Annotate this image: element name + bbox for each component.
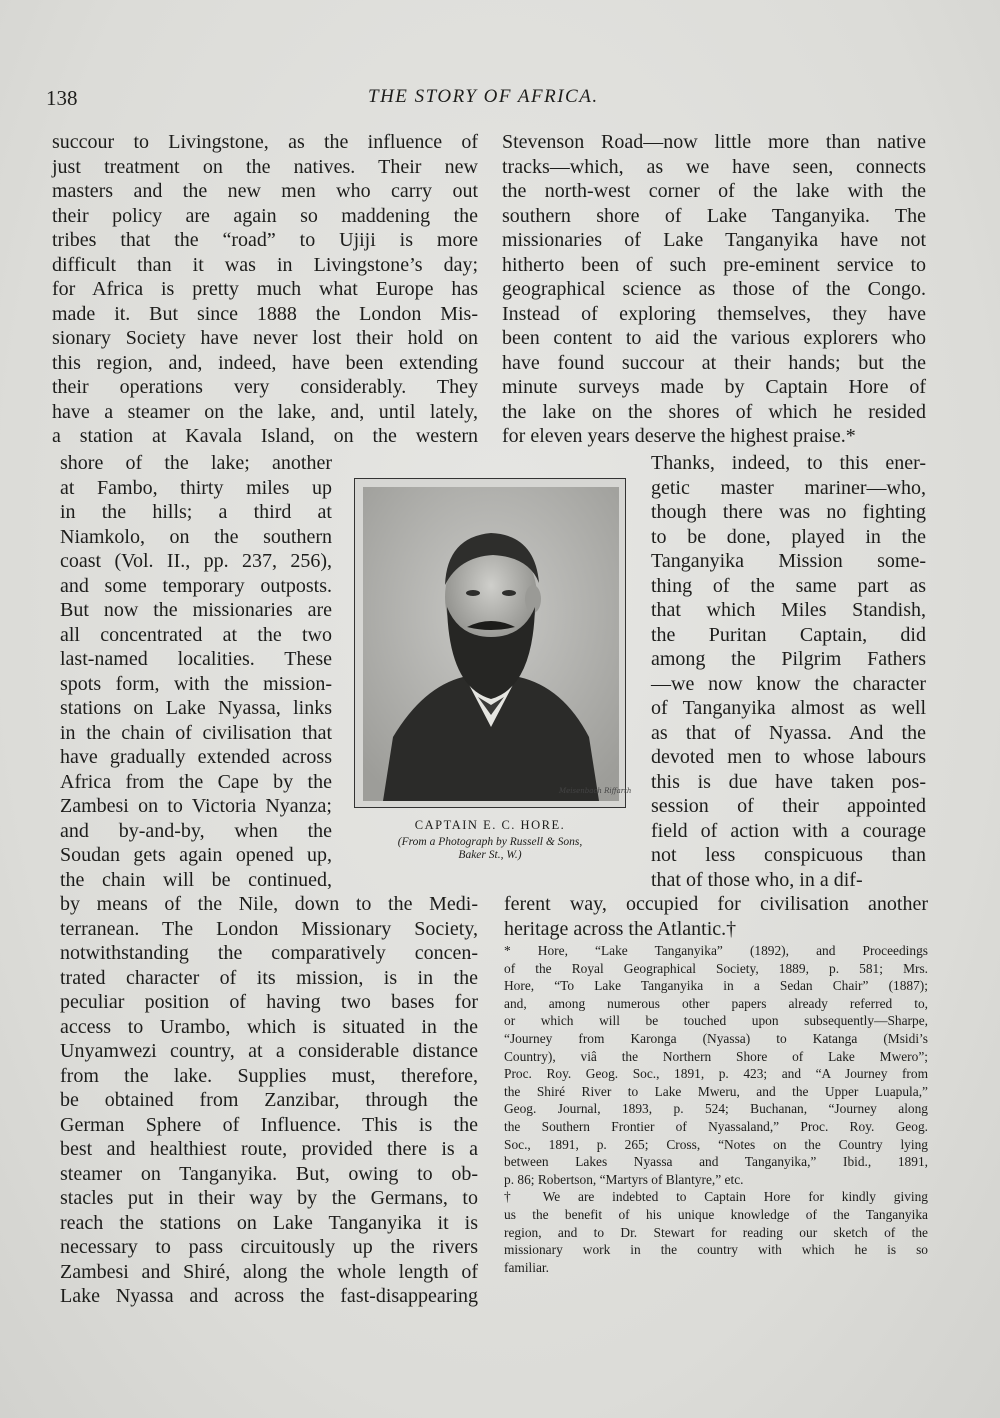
footnotes-line: the Southern Frontier of Nyassaland,” Proc. Roy. Geog. xyxy=(504,1119,928,1134)
engraver-signature: Meisenbach Riffarth xyxy=(559,787,632,795)
page-number: 138 xyxy=(46,86,78,110)
left-bottom-line: best and healthiest route, provided there is a xyxy=(60,1138,478,1160)
left-narrow-line: Niamkolo, on the southern xyxy=(60,525,332,548)
right-narrow-line: that of those who, in a dif- xyxy=(651,868,863,891)
right-column-line: been content to aid the various explorers who xyxy=(502,327,926,349)
left-narrow-line: last-named localities. These xyxy=(60,648,332,670)
left-bottom-line: peculiar position of having two bases for xyxy=(60,991,478,1013)
left-bottom-line: notwithstanding the comparatively concen- xyxy=(60,942,478,964)
footnotes-line: familiar. xyxy=(504,1259,549,1275)
right-column-line: missionaries of Lake Tanganyika have not xyxy=(502,229,926,251)
left-column-line: succour to Livingstone, as the influence of xyxy=(52,131,478,153)
left-bottom-line: German Sphere of Influence. This is the xyxy=(60,1113,478,1136)
left-column-line: their operations very considerably. They xyxy=(52,376,478,398)
right-column-line: Stevenson Road—now little more than native xyxy=(502,131,926,153)
footnotes-line: Proc. Roy. Geog. Soc., 1891, p. 423; and “A Journey from xyxy=(504,1066,928,1082)
portrait-photo xyxy=(363,487,632,799)
right-narrow-line: as that of Nyassa. And the xyxy=(651,721,926,744)
footnotes-line: “Journey from Karonga (Nyassa) to Katanga (Msidi’s xyxy=(504,1031,928,1046)
right-narrow-line: devoted men to whose labours xyxy=(651,746,926,768)
left-column-line: their policy are again so maddening the xyxy=(52,204,478,227)
right-column-line: southern shore of Lake Tanganyika. The xyxy=(502,204,926,227)
left-narrow-line: in the hills; a third at xyxy=(60,501,332,523)
footnotes-line: the Shiré River to Lake Mweru, and the Upper Luapula,” xyxy=(504,1083,928,1099)
left-column-line: masters and the new men who carry out xyxy=(52,180,478,202)
left-bottom-line: by means of the Nile, down to the Medi- xyxy=(60,893,478,915)
right-column-line: the north-west corner of the lake with the xyxy=(502,180,926,202)
right-column-line: have found succour at their hands; but the xyxy=(502,351,926,374)
left-bottom-line: Lake Nyassa and across the fast-disappearing xyxy=(60,1285,478,1307)
left-bottom-line: necessary to pass circuitously up the rivers xyxy=(60,1236,478,1258)
left-bottom-line: reach the stations on Lake Tanganyika it is xyxy=(60,1211,478,1234)
left-narrow-line: in the chain of civilisation that xyxy=(60,721,332,744)
left-bottom-line: Zambesi and Shiré, along the whole length of xyxy=(60,1260,478,1283)
left-column-line: have a steamer on the lake, and, until lately, xyxy=(52,400,478,423)
right-column-line: the lake on the shores of which he resided xyxy=(502,400,926,423)
left-narrow-line: all concentrated at the two xyxy=(60,623,332,646)
left-narrow-line: Soudan gets again opened up, xyxy=(60,844,332,866)
right-narrow-line: though there was no fighting xyxy=(651,501,926,523)
right-narrow-line: to be done, played in the xyxy=(651,525,926,548)
right-narrow-line: session of their appointed xyxy=(651,795,926,817)
running-title: THE STORY OF AFRICA. xyxy=(368,86,599,107)
right-narrow-line: Tanganyika Mission some- xyxy=(651,550,926,572)
left-narrow-line: spots form, with the mission- xyxy=(60,672,332,695)
right-narrow-line: getic master mariner—who, xyxy=(651,476,926,499)
left-bottom-line: terranean. The London Missionary Society, xyxy=(60,917,478,940)
footnotes-line: † We are indebted to Captain Hore for kindly giving xyxy=(504,1189,928,1205)
right-column-line: geographical science as those of the Congo. xyxy=(502,278,926,300)
left-column-line: tribes that the “road” to Ujiji is more xyxy=(52,229,478,251)
figure-caption: CAPTAIN E. C. HORE. xyxy=(414,818,566,832)
left-narrow-line: and some temporary outposts. xyxy=(60,574,332,597)
footnotes-line: Hore, “To Lake Tanganyika in a Sedan Chair” (1887); xyxy=(504,978,928,994)
left-column-line: just treatment on the natives. Their new xyxy=(52,155,478,178)
right-narrow-line: this is due have taken pos- xyxy=(651,770,926,793)
left-narrow-line: at Fambo, thirty miles up xyxy=(60,476,332,499)
left-column-line: made it. But since 1888 the London Mis- xyxy=(52,302,478,325)
left-column-line: this region, and, indeed, have been extending xyxy=(52,351,478,374)
footnotes-line: us the benefit of his unique knowledge of the Tanganyika xyxy=(504,1207,928,1222)
footnotes-line: of the Royal Geographical Society, 1889, p. 581; Mrs. xyxy=(504,960,928,976)
right-narrow-line: —we now know the character xyxy=(651,672,926,695)
right-narrow-line: of Tanganyika almost as well xyxy=(651,697,926,719)
footnotes-line: missionary work in the country with which he is so xyxy=(504,1242,928,1258)
footnotes-line: between Lakes Nyassa and Tanganyika,” Ibid., 1891, xyxy=(504,1154,928,1170)
left-bottom-line: be obtained from Zanzibar, through the xyxy=(60,1089,478,1111)
footnotes-line: p. 86; Robertson, “Martyrs of Blantyre,” etc. xyxy=(504,1171,744,1187)
left-column-line: sionary Society have never lost their hold on xyxy=(52,327,478,349)
footnotes-line: or which will be touched upon subsequently—Sharpe, xyxy=(504,1013,928,1029)
left-narrow-line: and by-and-by, when the xyxy=(60,819,332,842)
footnotes-line: Soc., 1891, p. 265; Cross, “Notes on the Country lying xyxy=(504,1136,928,1152)
left-narrow-line: have gradually extended across xyxy=(60,746,332,768)
right-column-line: hitherto been of such pre-eminent service to xyxy=(502,253,926,276)
right-bottom-line: heritage across the Atlantic.† xyxy=(504,917,737,940)
footnotes-line: Geog. Journal, 1893, p. 524; Buchanan, “Journey along xyxy=(504,1101,928,1117)
left-column-line: difficult than it was in Livingstone’s day; xyxy=(52,253,478,276)
right-narrow-line: the Puritan Captain, did xyxy=(651,623,926,646)
right-narrow-line: not less conspicuous than xyxy=(651,844,926,866)
right-narrow-line: that which Miles Standish, xyxy=(651,599,926,621)
left-narrow-line: the chain will be continued, xyxy=(60,868,332,891)
left-narrow-line: Zambesi on to Victoria Nyanza; xyxy=(60,795,332,817)
left-column-line: a station at Kavala Island, on the western xyxy=(52,425,478,447)
left-bottom-line: from the lake. Supplies must, therefore, xyxy=(60,1064,478,1087)
left-bottom-line: Unyamwezi country, at a considerable distance xyxy=(60,1040,478,1062)
figure-credit-line-1: (From a Photograph by Russell & Sons, xyxy=(397,836,583,848)
portrait-figure xyxy=(354,478,632,808)
right-bottom-line: ferent way, occupied for civilisation another xyxy=(504,893,928,915)
right-column-line: Instead of exploring themselves, they have xyxy=(502,302,926,325)
left-narrow-line: coast (Vol. II., pp. 237, 256), xyxy=(60,550,332,572)
left-narrow-line: stations on Lake Nyassa, links xyxy=(60,697,332,719)
right-column-line: tracks—which, as we have seen, connects xyxy=(502,155,926,178)
left-narrow-line: But now the missionaries are xyxy=(60,599,332,621)
footnotes-line: region, and to Dr. Stewart for reading our sketch of the xyxy=(504,1224,928,1240)
left-column-line: for Africa is pretty much what Europe has xyxy=(52,278,478,300)
right-narrow-line: among the Pilgrim Fathers xyxy=(651,648,926,670)
left-bottom-line: stacles put in their way by the Germans, to xyxy=(60,1187,478,1209)
footnotes-line: Country), viâ the Northern Shore of Lake Mwero”; xyxy=(504,1048,928,1064)
figure-credit-line-2: Baker St., W.) xyxy=(458,849,522,861)
left-narrow-line: Africa from the Cape by the xyxy=(60,770,332,793)
right-narrow-line: thing of the same part as xyxy=(651,574,926,597)
footnotes-line: and, among numerous other papers already referred to, xyxy=(504,995,928,1011)
figure-credit xyxy=(354,836,626,862)
left-bottom-line: trated character of its mission, is in the xyxy=(60,966,478,989)
left-bottom-line: steamer on Tanganyika. But, owing to ob- xyxy=(60,1162,478,1185)
right-narrow-line: Thanks, indeed, to this ener- xyxy=(651,452,926,474)
left-narrow-line: shore of the lake; another xyxy=(60,452,332,474)
right-column-line: minute surveys made by Captain Hore of xyxy=(502,376,926,398)
right-narrow-line: field of action with a courage xyxy=(651,819,926,842)
portrait-of-captain-hore xyxy=(363,487,632,801)
right-column-line: for eleven years deserve the highest praise.* xyxy=(502,425,856,447)
footnotes-line: * Hore, “Lake Tanganyika” (1892), and Proceedings xyxy=(504,943,928,958)
left-bottom-line: access to Urambo, which is situated in the xyxy=(60,1015,478,1038)
